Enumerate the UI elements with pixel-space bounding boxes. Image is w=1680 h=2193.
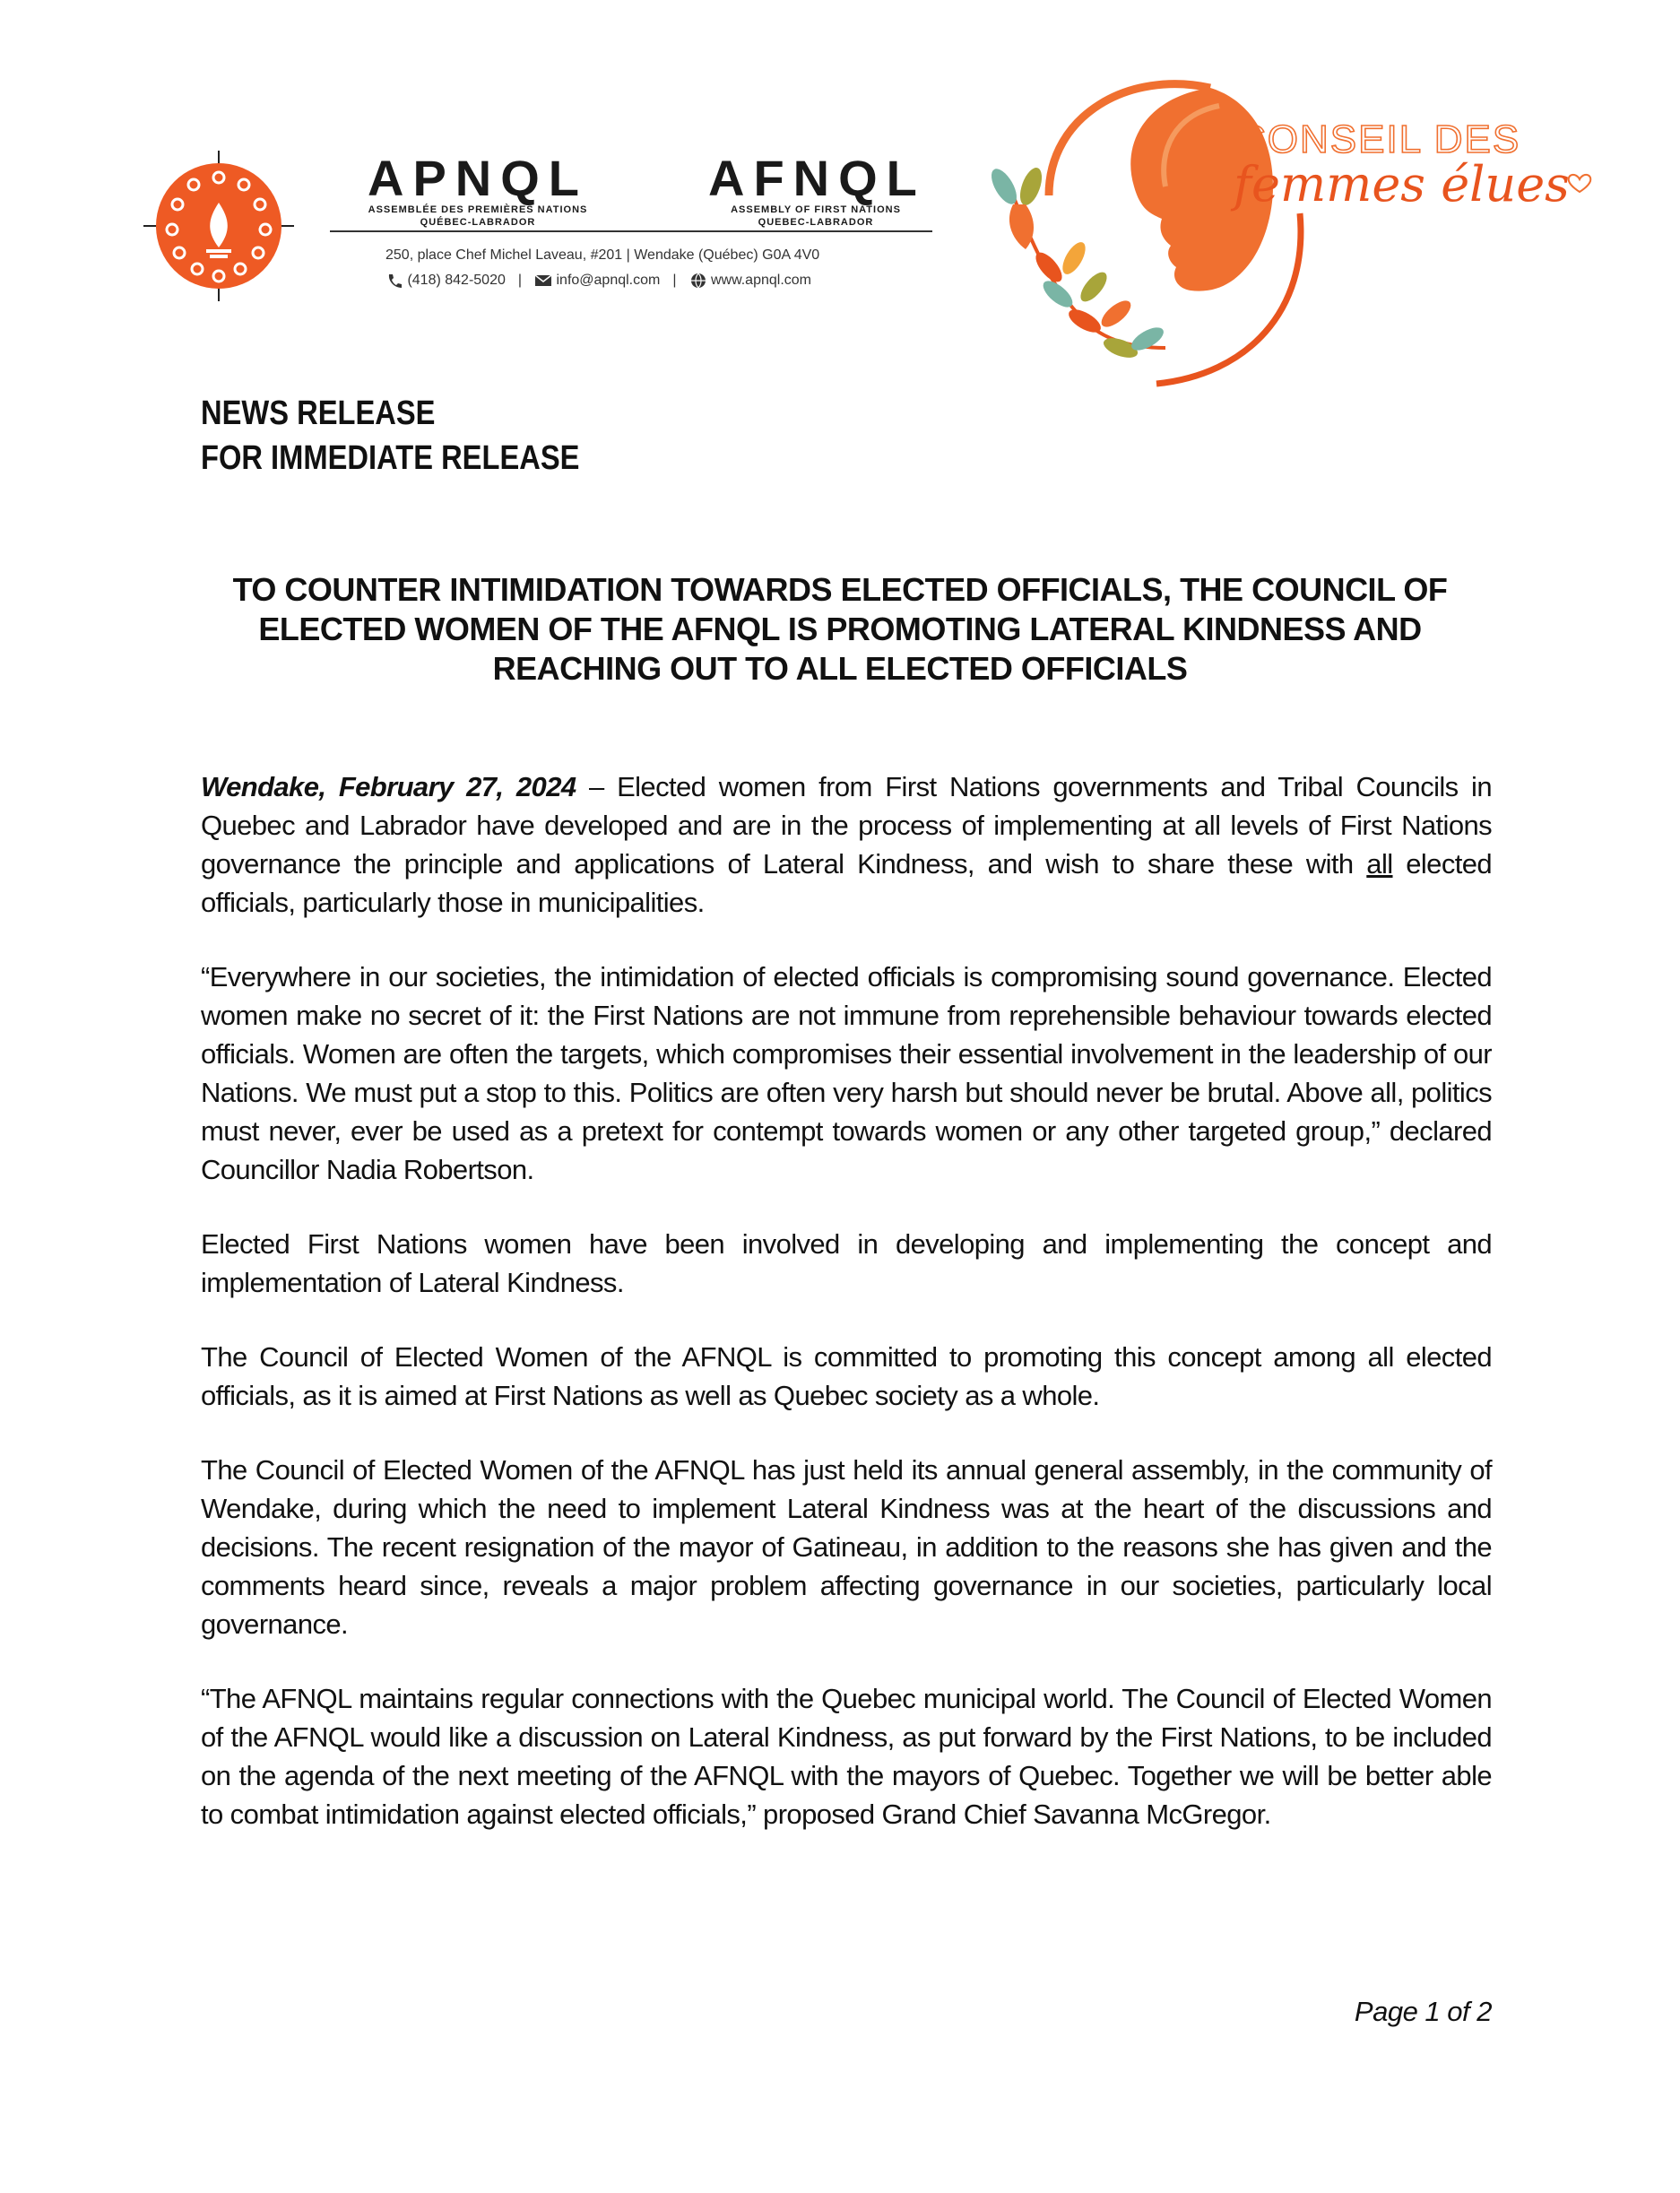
apnql-region: QUÉBEC-LABRADOR [420,217,536,228]
news-release-label: NEWS RELEASE [201,394,436,432]
headline: TO COUNTER INTIMIDATION TOWARDS ELECTED OFFICIALS, THE COUNCIL OF ELECTED WOMEN OF THE AFNQL IS PROMOTING LATERAL KINDNESS AND REACHING OUT TO ALL ELECTED OFFICIALS [232,571,1448,687]
paragraph-1-text: – Elected women from First Nations governments and Tribal Councils in Quebec and Labrador have developed and are in the process of implementing at all levels of First Nations governance the principle and applications of Lateral Kindness, and wish to share these with [201,771,1492,880]
paragraph-2: “Everywhere in our societies, the intimidation of elected officials is compromising sound governance. Elected women make no secret of it: the First Nations are not immune from reprehensible behaviour towards elected officials. Women are often the targets, which compromises their essential involvement in the leadership of our Nations. We must put a stop to this. Politics are often very harsh but should never be brutal. Above all, politics must never, ever be used as a pretext for contempt towards women or any other targeted group,” declared Councillor Nadia Robertson. [201,961,1492,1185]
phone-icon [385,273,403,289]
separator: | [672,273,677,289]
address: 250, place Chef Michel Laveau, #201 | Wendake (Québec) G0A 4V0 [385,247,820,263]
underlined-word: all [1366,848,1393,880]
phone-contact [385,273,506,289]
council-logo-line-1: CONSEIL DES [1237,117,1521,161]
council-logo-wordmark [1228,113,1605,212]
paragraph-3: Elected First Nations women have been involved in developing and implementing the concept and implementation of Lateral Kindness. [201,1228,1492,1298]
heart-icon [1569,175,1591,192]
paragraph-6: “The AFNQL maintains regular connections with the Quebec municipal world. The Council of Elected Women of the AFNQL would like a discussion on Lateral Kindness, as put forward by the First Nations, to be included on the agenda of the next meeting of the AFNQL with the mayors of Quebec. Together we will be better able to combat intimidation against elected officials,” proposed Grand Chief Savanna McGregor. [201,1683,1492,1830]
apnql-subtitle: ASSEMBLÉE DES PREMIÈRES NATIONS [368,204,588,215]
website-link[interactable]: www.apnql.com [710,273,811,289]
paragraph-4: The Council of Elected Women of the AFNQL is committed to promoting this concept among all elected officials, as it is aimed at First Nations as well as Quebec society as a whole. [201,1341,1492,1411]
web-contact [689,273,812,289]
dateline: Wendake, February 27, 2024 [201,771,576,802]
page-number: Page 1 of 2 [1354,1996,1492,2027]
mail-icon [534,273,552,289]
separator: | [517,273,523,289]
afnql-subtitle: ASSEMBLY OF FIRST NATIONS [731,204,901,215]
email-contact [534,273,660,289]
globe-icon [689,273,707,289]
apnql-logo [143,151,294,301]
paragraph-1-text-end: elected officials, particularly those in municipalities. [201,848,1493,918]
release-header [201,391,579,481]
email-address[interactable]: info@apnql.com [556,273,661,289]
contact-row [385,273,811,289]
apnql-name: APNQL [368,150,588,206]
afnql-region: QUEBEC-LABRADOR [758,217,874,228]
paragraph-1 [201,767,1492,922]
immediate-release-label: FOR IMMEDIATE RELEASE [201,439,580,477]
phone-number: (418) 842-5020 [407,273,506,289]
release-body [201,767,1492,1869]
council-logo-line-2: femmes élues [1234,156,1570,212]
letterhead-divider [330,230,932,232]
paragraph-5: The Council of Elected Women of the AFNQL has just held its annual general assembly, in the community of Wendake, during which the need to implement Lateral Kindness was at the heart of the discussions and decisions. The recent resignation of the mayor of Gatineau, in addition to the reasons she has given and the comments heard since, reveals a major problem affecting governance in our societies, particularly local governance. [201,1454,1492,1640]
afnql-name: AFNQL [708,150,926,206]
